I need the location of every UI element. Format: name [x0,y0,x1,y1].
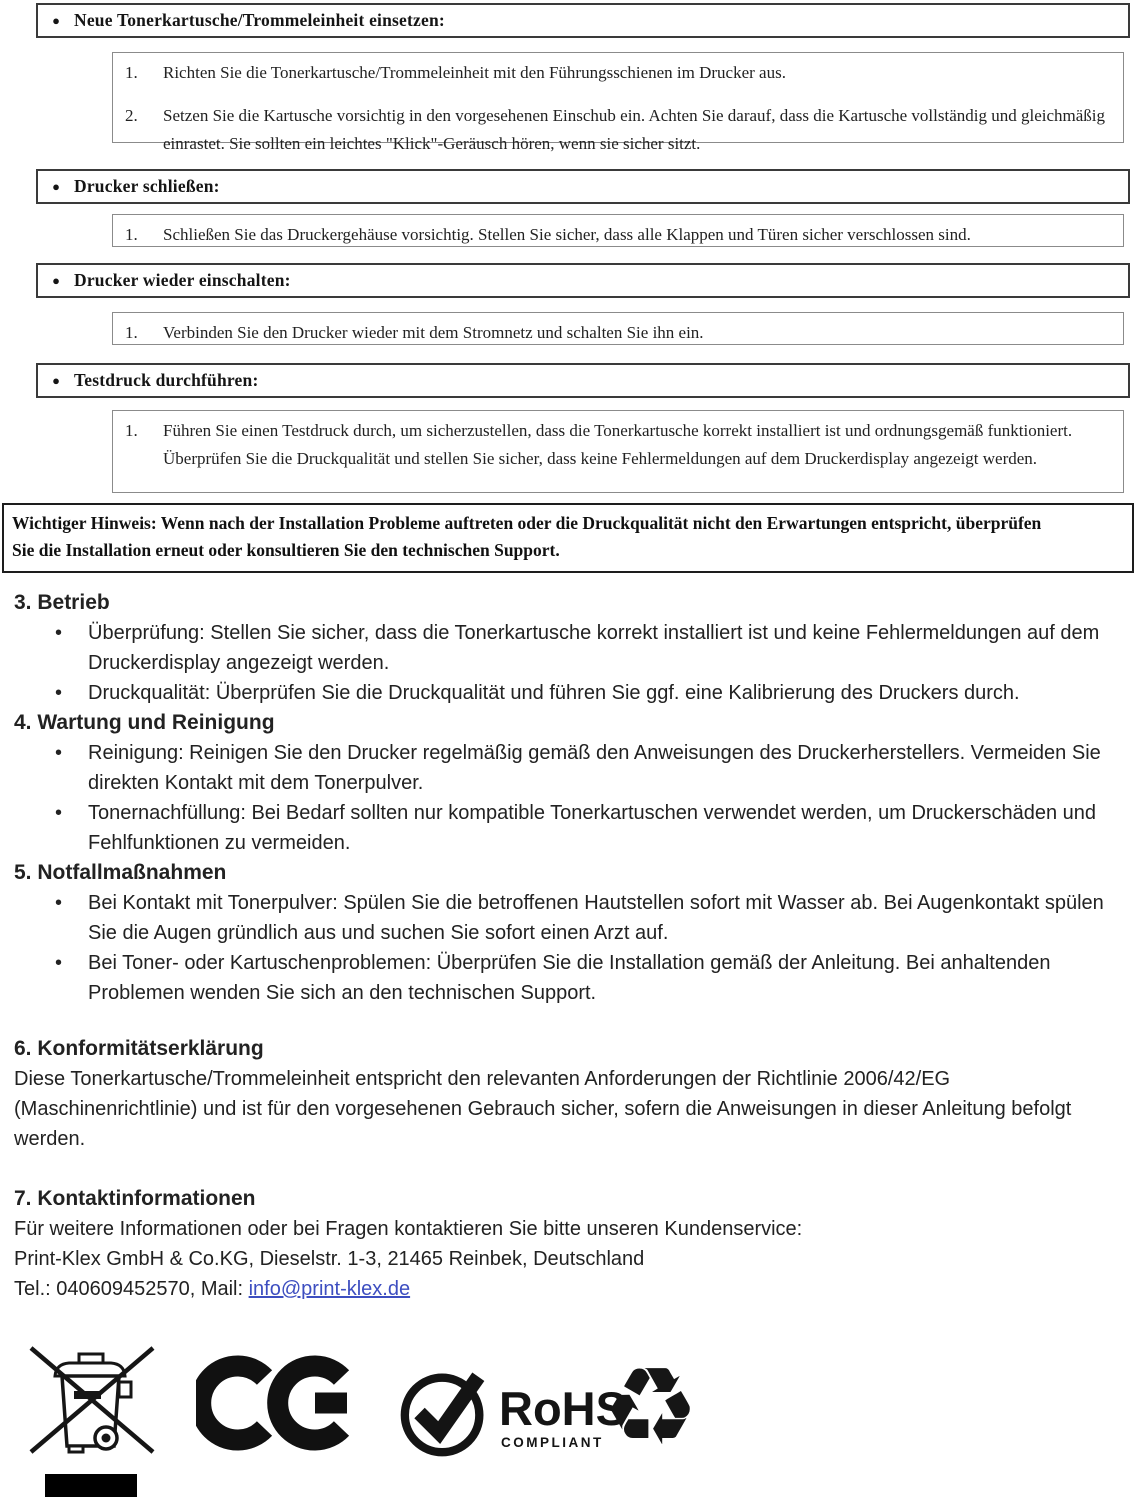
step-item [125,59,1113,87]
contact-tel-line [14,1274,1122,1304]
step-number: 2. [125,106,138,125]
step-item [125,417,1113,473]
section-header-close-printer [36,169,1130,204]
bullet-dot: • [55,742,63,764]
step-text: Richten Sie die Tonerkartusche/Trommeleinheit mit den Führungsschienen im Drucker aus. [163,63,786,82]
steps-box-power-on [112,312,1124,345]
notice-line: Wichtiger Hinweis: Wenn nach der Installation Probleme auftreten oder die Druckqualität nicht den Erwartungen entspricht, überprüfen [12,513,1042,533]
section-header-test-print [36,363,1130,398]
bullet-dot: ● [52,12,60,28]
rohs-label: RoHS [499,1382,627,1435]
step-text: Verbinden Sie den Drucker wieder mit dem Stromnetz und schalten Sie ihn ein. [163,323,704,342]
section-header-power-on [36,263,1130,298]
bullet-item [14,798,1122,858]
bullet-text: Bei Toner- oder Kartuschenproblemen: Überprüfen Sie die Installation gemäß der Anleitung. Bei anhaltenden Problemen wenden Sie sich an den technischen Support. [88,952,1051,1004]
notice-line: Sie die Installation erneut oder konsultieren Sie den technischen Support. [12,540,560,560]
rohs-compliant-label: COMPLIANT [501,1435,604,1450]
steps-box-insert-cartridge [112,52,1124,153]
bullet-dot: • [55,622,63,644]
bullet-text: Druckqualität: Überprüfen Sie die Druckqualität und führen Sie ggf. eine Kalibrierung des Druckers durch. [88,682,1020,704]
step-text: Führen Sie einen Testdruck durch, um sicherzustellen, dass die Tonerkartusche korrekt installiert ist und ordnungsgemäß funktioniert. Überprüfen Sie die Druckqualität und stellen Sie sicher, dass keine Fehlermeldungen auf dem Druckerdisplay angezeigt werden. [163,421,1073,468]
rohs-checkmark-icon [397,1364,495,1462]
section-header-label: Drucker schließen: [74,176,220,196]
section-header-label: Testdruck durchführen: [74,370,259,390]
weee-crossed-bin-icon [24,1333,161,1459]
bullet-dot: • [55,802,63,824]
contact-address-line: Print-Klex GmbH & Co.KG, Dieselstr. 1-3, 21465 Reinbek, Deutschland [14,1248,645,1270]
ce-mark-icon [196,1344,358,1462]
section-header-label: Neue Tonerkartusche/Trommeleinheit einsetzen: [74,10,445,30]
email-link[interactable]: info@print-klex.de [248,1278,411,1300]
contact-service-line: Für weitere Informationen oder bei Fragen kontaktieren Sie bitte unseren Kundenservice: [14,1218,803,1240]
bullet-item [14,738,1122,798]
step-item [125,319,1113,347]
section-title-wartung: 4. Wartung und Reinigung [14,711,275,734]
step-item [125,221,1113,249]
steps-box-test-print [112,410,1124,493]
bullet-text: Überprüfung: Stellen Sie sicher, dass die Tonerkartusche korrekt installiert ist und keine Fehlermeldungen auf dem Druckerdisplay angezeigt werden. [88,622,1100,674]
step-item [125,102,1113,158]
bullet-item [14,948,1122,1008]
step-number: 1. [125,225,138,244]
step-text: Schließen Sie das Druckergehäuse vorsichtig. Stellen Sie sicher, dass alle Klappen und Türen sicher verschlossen sind. [163,225,971,244]
bullet-item [14,678,1122,708]
important-notice-box [2,503,1134,573]
lower-document-body [14,588,1122,1304]
bullet-dot: ● [52,372,60,388]
section-header-label: Drucker wieder einschalten: [74,270,291,290]
section-title-betrieb: 3. Betrieb [14,591,110,614]
section-title-konformitaet: 6. Konformitätserklärung [14,1037,264,1060]
section-title-kontakt: 7. Kontaktinformationen [14,1187,256,1210]
bullet-text: Reinigung: Reinigen Sie den Drucker regelmäßig gemäß den Anweisungen des Druckerherstellers. Vermeiden Sie direkten Kontakt mit dem Tonerpulver. [88,742,1101,794]
bullet-text: Bei Kontakt mit Tonerpulver: Spülen Sie die betroffenen Hautstellen sofort mit Wasser ab. Bei Augenkontakt spülen Sie die Augen gründlich aus und suchen Sie sofort einen Arzt auf. [88,892,1104,944]
steps-box-close-printer [112,214,1124,247]
step-text: Setzen Sie die Kartusche vorsichtig in den vorgesehenen Einschub ein. Achten Sie darauf, dass die Kartusche vollständig und gleichmäßig einrastet. Sie sollten ein leichtes "Klick"-Geräusch hören, wenn sie sicher sitzt. [163,106,1105,153]
bullet-item [14,888,1122,948]
conformity-line: Diese Tonerkartusche/Trommeleinheit entspricht den relevanten Anforderungen der Richtlinie 2006/42/EG [14,1068,951,1090]
conformity-line: werden. [14,1128,86,1150]
bullet-dot: • [55,952,63,974]
bullet-text: Tonernachfüllung: Bei Bedarf sollten nur kompatible Tonerkartuschen verwendet werden, um Druckerschäden und Fehlfunktionen zu vermeiden. [88,802,1096,854]
step-number: 1. [125,421,138,440]
bullet-dot: • [55,682,63,704]
weee-black-bar [45,1474,137,1497]
recycling-symbol-icon: ♻ [602,1345,699,1470]
bullet-dot: • [55,892,63,914]
bullet-dot: ● [52,272,60,288]
conformity-line: (Maschinenrichtlinie) und ist für den vorgesehenen Gebrauch sicher, sofern die Anweisungen in dieser Anleitung befolgt [14,1098,1072,1120]
section-header-insert-cartridge [36,3,1130,38]
bullet-dot: ● [52,178,60,194]
step-number: 1. [125,323,138,342]
bullet-item [14,618,1122,678]
step-number: 1. [125,63,138,82]
section-title-notfall: 5. Notfallmaßnahmen [14,861,227,884]
contact-tel-prefix: Tel.: 040609452570, Mail: [14,1278,249,1300]
